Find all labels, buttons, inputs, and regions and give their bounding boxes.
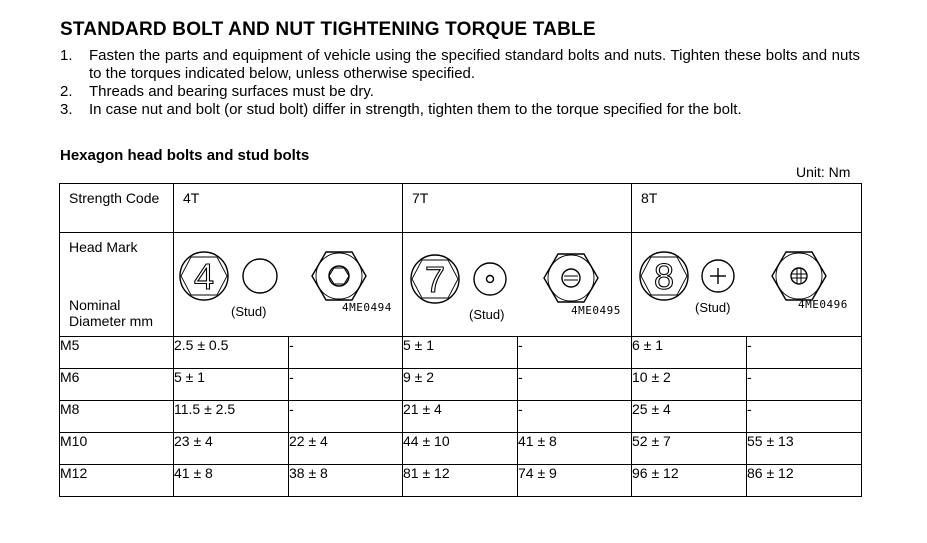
svg-text:4: 4 xyxy=(193,256,215,297)
strength-code-row xyxy=(60,184,862,233)
torque-cell: 5 ± 1 xyxy=(403,337,518,369)
head-mark-label: Head Mark xyxy=(69,239,138,255)
torque-cell: 5 ± 1 xyxy=(174,369,289,401)
head-mark-7t xyxy=(403,233,632,337)
head-mark-8t xyxy=(632,233,862,337)
torque-cell: - xyxy=(289,337,403,369)
grade-code: 4T xyxy=(183,190,200,206)
torque-cell: 22 ± 4 xyxy=(289,433,403,465)
table-row xyxy=(60,369,862,401)
figure-code-7t: 4ME0495 xyxy=(571,304,621,317)
torque-cell: 10 ± 2 xyxy=(632,369,747,401)
torque-cell: 11.5 ± 2.5 xyxy=(174,401,289,433)
table-row xyxy=(60,465,862,497)
notes-list xyxy=(60,47,860,119)
note-number: 3. xyxy=(60,101,73,118)
svg-text:7: 7 xyxy=(424,259,446,300)
torque-cell: 44 ± 10 xyxy=(403,433,518,465)
note-item xyxy=(60,47,860,83)
note-text: In case nut and bolt (or stud bolt) differ in strength, tighten them to the torque specified for the bolt. xyxy=(89,101,742,118)
table-row xyxy=(60,433,862,465)
grade-header-8t xyxy=(632,184,862,233)
torque-cell: 2.5 ± 0.5 xyxy=(174,337,289,369)
torque-cell: 25 ± 4 xyxy=(632,401,747,433)
grade-code: 8T xyxy=(641,190,658,206)
mark-graphics-4t-icon xyxy=(174,233,403,336)
torque-cell: - xyxy=(747,337,862,369)
head-mark-row xyxy=(60,233,862,337)
note-text: Fasten the parts and equipment of vehicle using the specified standard bolts and nuts. Tighten these bolts and nuts to the torques indicated below, unless otherwise specified. xyxy=(89,47,860,82)
svg-text:8: 8 xyxy=(653,256,675,297)
diameter-cell: M10 xyxy=(60,433,174,465)
torque-cell: 41 ± 8 xyxy=(174,465,289,497)
torque-table xyxy=(59,183,862,497)
note-item xyxy=(60,101,860,119)
torque-cell: - xyxy=(518,369,632,401)
diameter-cell: M5 xyxy=(60,337,174,369)
stud-label-7t: (Stud) xyxy=(469,307,505,322)
torque-cell: 9 ± 2 xyxy=(403,369,518,401)
torque-cell: 81 ± 12 xyxy=(403,465,518,497)
torque-cell: 23 ± 4 xyxy=(174,433,289,465)
torque-cell: 38 ± 8 xyxy=(289,465,403,497)
grade-header-7t xyxy=(403,184,632,233)
torque-cell: - xyxy=(289,401,403,433)
figure-code-4t: 4ME0494 xyxy=(342,301,392,314)
stud-label-8t: (Stud) xyxy=(695,300,731,315)
strength-code-label: Strength Code xyxy=(69,190,160,206)
torque-cell: - xyxy=(747,369,862,401)
torque-cell: 52 ± 7 xyxy=(632,433,747,465)
bolt-head-marks-7t-icon xyxy=(403,233,632,336)
torque-cell: 21 ± 4 xyxy=(403,401,518,433)
table-row xyxy=(60,401,862,433)
strength-code-header xyxy=(60,184,174,233)
torque-cell: - xyxy=(747,401,862,433)
head-mark-4t xyxy=(174,233,403,337)
nominal-diameter-label: Nominal Diameter mm xyxy=(69,297,154,329)
section-subtitle: Hexagon head bolts and stud bolts xyxy=(60,147,310,164)
bolt-head-marks-8t-icon xyxy=(632,233,861,336)
note-item xyxy=(60,83,860,101)
grade-header-4t xyxy=(174,184,403,233)
table-row xyxy=(60,337,862,369)
torque-cell: 96 ± 12 xyxy=(632,465,747,497)
torque-cell: 55 ± 13 xyxy=(747,433,862,465)
diameter-cell: M12 xyxy=(60,465,174,497)
page-title: STANDARD BOLT AND NUT TIGHTENING TORQUE TABLE xyxy=(60,19,596,40)
figure-code-8t: 4ME0496 xyxy=(798,298,848,311)
torque-cell: 41 ± 8 xyxy=(518,433,632,465)
grade-code: 7T xyxy=(412,190,429,206)
torque-cell: 74 ± 9 xyxy=(518,465,632,497)
torque-cell: - xyxy=(518,401,632,433)
note-text: Threads and bearing surfaces must be dry. xyxy=(89,83,374,100)
torque-cell: 86 ± 12 xyxy=(747,465,862,497)
note-number: 2. xyxy=(60,83,73,100)
torque-cell: 6 ± 1 xyxy=(632,337,747,369)
note-number: 1. xyxy=(60,47,73,64)
unit-label: Unit: Nm xyxy=(796,164,851,180)
torque-cell: - xyxy=(289,369,403,401)
torque-cell: - xyxy=(518,337,632,369)
diameter-cell: M8 xyxy=(60,401,174,433)
head-mark-header xyxy=(60,233,174,337)
stud-label-4t: (Stud) xyxy=(231,304,267,319)
diameter-cell: M6 xyxy=(60,369,174,401)
